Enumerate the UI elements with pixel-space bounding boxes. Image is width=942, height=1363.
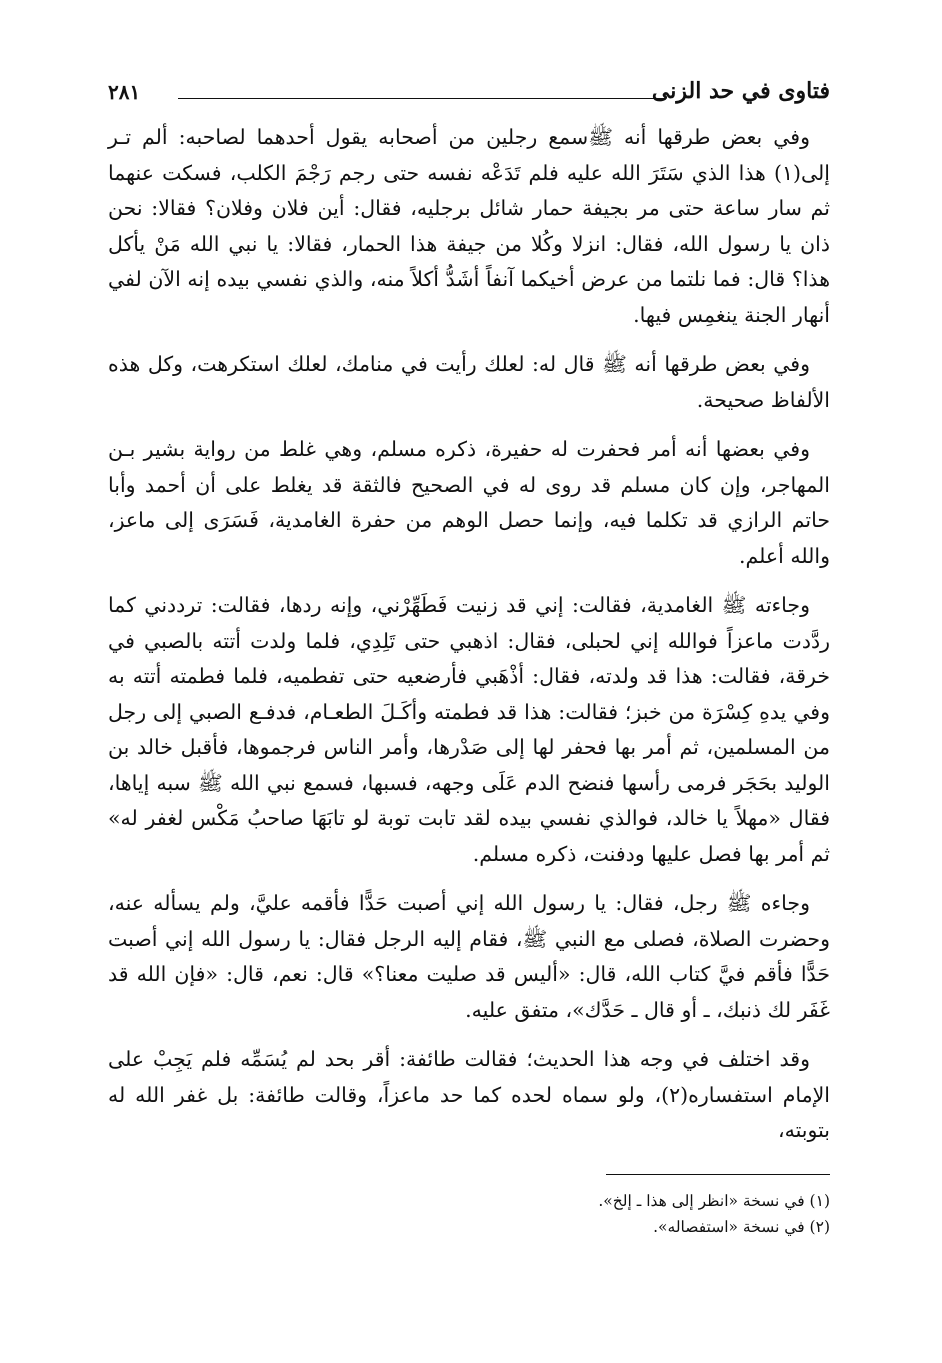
footnote: (٢) في نسخة «استفصاله».: [653, 1218, 830, 1236]
paragraph: وجاءه ﷺ رجل، فقال: يا رسول الله إني أصبت حَدًّا فأقمه عليَّ، ولم يسأله عنه، وحضرت الصلاة، فصلى مع النبي ﷺ، فقام إليه الرجل فقال: يا رسول الله إني أصبت حَدًّا فأقم فيَّ كتاب الله، قال: «أليس قد صليت معنا؟» قال: نعم، قال: «فإن الله قد غَفَر لك ذنبك، ـ أو قال ـ حَدَّك»، متفق عليه.: [108, 891, 830, 1022]
page-number: ٢٨١: [108, 80, 141, 104]
footnote: (١) في نسخة «انظر إلى هذا ـ إلخ».: [598, 1192, 830, 1210]
running-title: فتاوى في حد الزنى: [642, 78, 830, 104]
paragraph: وفي بعض طرقها أنه ﷺ قال له: لعلك رأيت في منامك، لعلك استكرهت، وكل هذه الألفاظ صحيحة.: [108, 352, 830, 412]
footnote-separator: [606, 1174, 830, 1175]
main-text: [108, 120, 830, 1163]
page-header: [108, 78, 830, 112]
paragraph: وجاءته ﷺ الغامدية، فقالت: إني قد زنيت فَطَهِّرْني، وإنه ردها، فقالت: ترددني كما ردَّدت ماعزاً فوالله إني لحبلى، فقال: اذهبي حتى تَلِدِي، فلما ولدت أتته بالصبي في خرقة، فقالت: هذا قد ولدته، فقال: أذْهَبي فأرضعيه حتى تفطميه، فلما فطمته أتته به وفي يدهِ كِسْرَة من خبز؛ فقالت: هذا قد فطمته وأكَـلَ الطعـام، فدفـع الصبي إلى رجل من المسلمين، ثم أمر بها فحفر لها إلى صَدْرها، وأمر الناس فرجموها، فأقبل خالد بن الوليد بحَجَر فرمى رأسها فنضح الدم عَلَى وجهه، فسبها، فسمع نبي الله ﷺ سبه إياها، فقال «مهلاً يا خالد، فوالذي نفسي بيده لقد تابت توبة لو تابَهَا صاحبُ مَكْس لغفر له» ثم أمر بها فصل عليها ودفنت، ذكره مسلم.: [108, 593, 830, 866]
paragraph: وفي بعض طرقها أنه ﷺسمع رجلين من أصحابه يقول أحدهما لصاحبه: ألم تـر إلى(١) هذا الذي سَتَرَ الله عليه فلم تَدَعْه نفسه حتى رجم رَجْمَ الكلب، فسكت عنهما ثم سار ساعة حتى مر بجيفة حمار شائل برجليه، فقال: أين فلان وفلان؟ فقالا: نحن ذان يا رسول الله، فقال: انزلا وكُلا من جيفة هذا الحمار، فقالا: يا نبي الله مَنْ يأكل هذا؟ قال: فما نلتما من عرض أخيكما آنفاً أشَدُّ أكلاً منه، والذي نفسي بيده إنه الآن لفي أنهار الجنة ينغمِس فيها.: [108, 125, 830, 327]
header-rule: [178, 98, 665, 99]
footnotes: [108, 1188, 830, 1240]
paragraph: وفي بعضها أنه أمر فحفرت له حفيرة، ذكره مسلم، وهي غلط من رواية بشير بـن المهاجر، وإن كان مسلم قد روى له في الصحيح فالثقة قد يغلط على أن أحمد وأبا حاتم الرازي قد تكلما فيه، وإنما حصل الوهم من حفرة الغامدية، فَسَرَى إلى ماعز، والله أعلم.: [108, 437, 830, 568]
paragraph: وقد اختلف في وجه هذا الحديث؛ فقالت طائفة: أقر بحد لم يُسَمِّه فلم يَجِبْ على الإمام استفساره(٢)، ولو سماه لحده كما حد ماعزاً، وقالت طائفة: بل غفر الله له بتوبته،: [108, 1047, 830, 1142]
